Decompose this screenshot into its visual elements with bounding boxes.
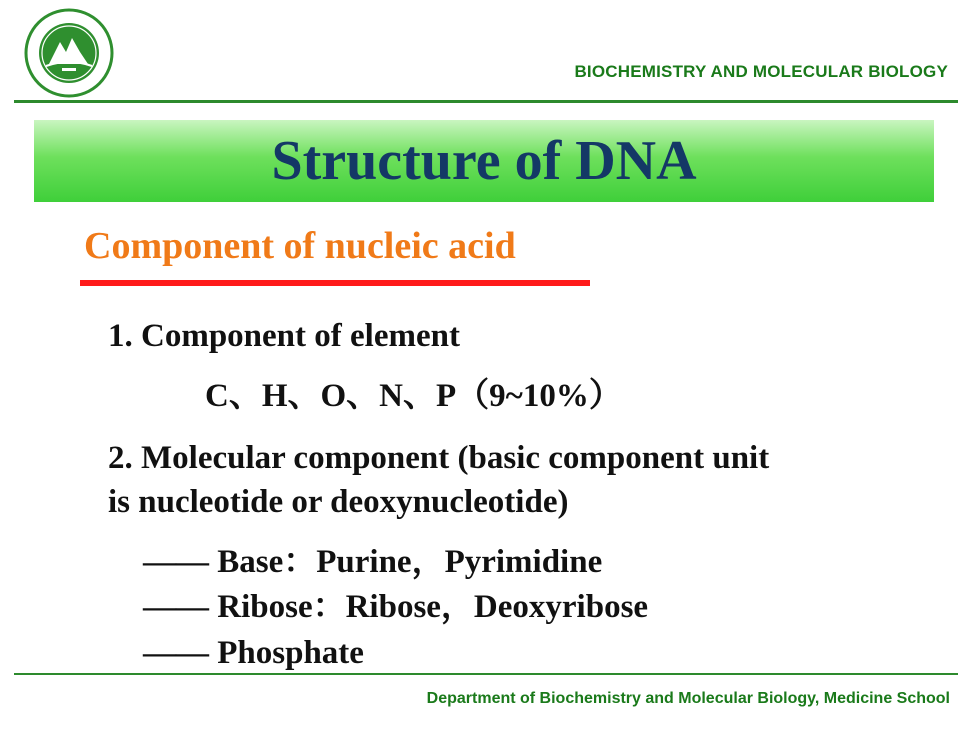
sub-item-phosphate: —— Phosphate bbox=[143, 635, 364, 671]
section-title: Component of nucleic acid bbox=[84, 225, 516, 267]
item-2-heading-line-2: is nucleotide or deoxynucleotide) bbox=[108, 484, 569, 520]
footer-department: Department of Biochemistry and Molecular Biology, Medicine School bbox=[426, 690, 950, 707]
university-logo-icon bbox=[22, 8, 116, 98]
sub-item-base: —— Base：Purine，Pyrimidine bbox=[143, 544, 603, 580]
header-divider bbox=[14, 100, 958, 103]
item-2-heading-line-1: 2. Molecular component (basic component unit bbox=[108, 440, 770, 476]
slide-title: Structure of DNA bbox=[271, 130, 697, 192]
section-underline bbox=[80, 280, 590, 286]
sub-item-ribose: —— Ribose：Ribose，Deoxyribose bbox=[143, 589, 649, 625]
item-1-heading: 1. Component of element bbox=[108, 318, 460, 354]
title-banner bbox=[34, 120, 934, 202]
item-1-elements: C、H、O、N、P（9~10%） bbox=[205, 378, 622, 414]
footer-divider bbox=[14, 673, 958, 675]
header-subject: BIOCHEMISTRY AND MOLECULAR BIOLOGY bbox=[574, 62, 948, 81]
